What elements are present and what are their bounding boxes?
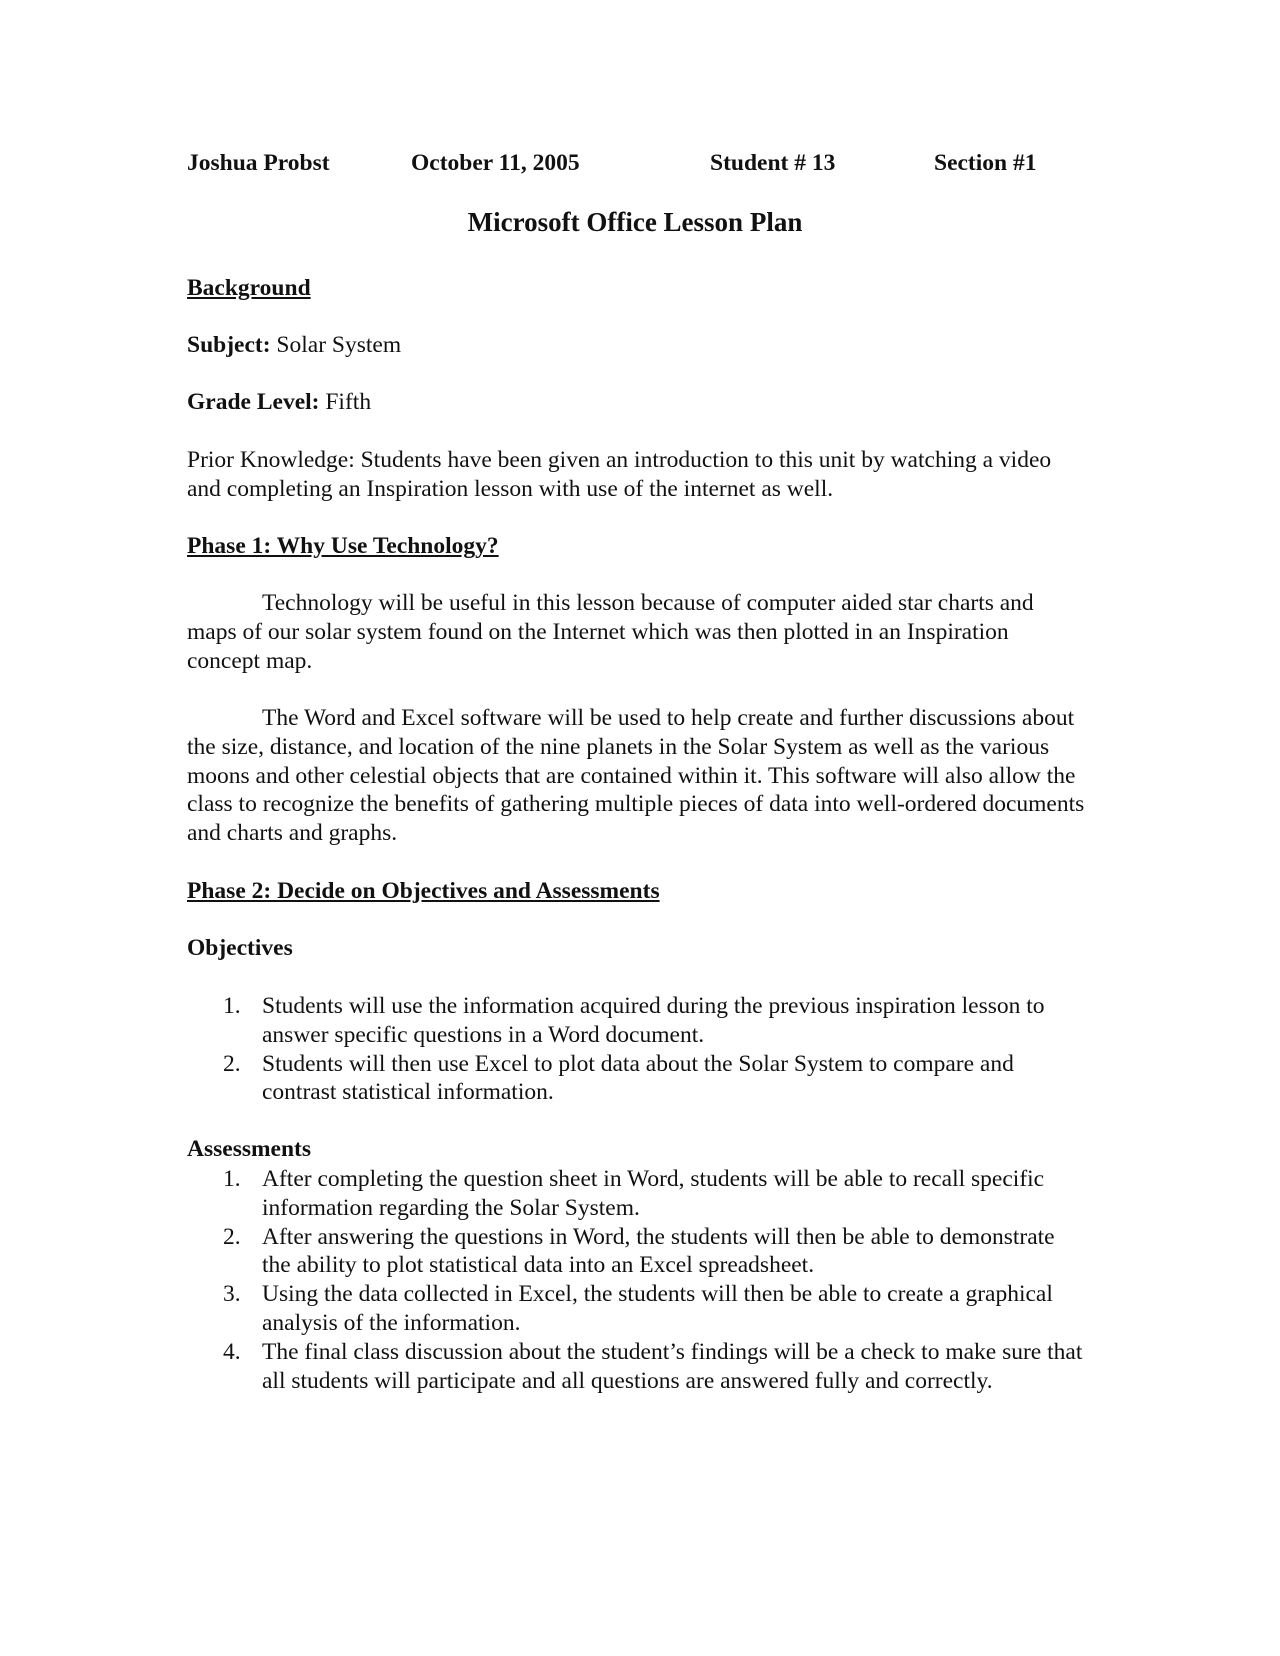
objective-item [187, 992, 1087, 1050]
assessment-text: Using the data collected in Excel, the students will then be able to create a graphical analysis of the information. [262, 1281, 1053, 1336]
assessment-item [187, 1280, 1087, 1338]
phase1-paragraph-1: Technology will be useful in this lesson because of computer aided star charts and maps of our solar system found on the Internet which was then plotted in an Inspiration concept map. [187, 590, 1034, 674]
objective-item [187, 1050, 1087, 1108]
objective-number: 1. [223, 993, 241, 1019]
assessment-item [187, 1223, 1087, 1281]
objectives-list [187, 992, 1087, 1107]
assessment-number: 4. [223, 1338, 241, 1365]
student-number: Student # 13 [710, 150, 836, 176]
assessment-text: The final class discussion about the student’s findings will be a check to make sure that all students will participate and all questions are answered fully and correctly. [262, 1338, 1083, 1394]
phase2-heading: Phase 2: Decide on Objectives and Assessments [187, 878, 660, 904]
objective-text: Students will use the information acquired during the previous inspiration lesson to answer specific questions in a Word document. [262, 993, 1045, 1048]
prior-knowledge-paragraph: Prior Knowledge: Students have been given an introduction to this unit by watching a video and completing an Inspiration lesson with use of the internet as well. [187, 447, 1052, 502]
subject-value: Solar System [270, 332, 402, 358]
assessments-list [187, 1165, 1087, 1395]
phase1-heading: Phase 1: Why Use Technology? [187, 533, 499, 559]
assessment-text: After answering the questions in Word, the students will then be able to demonstrate the ability to plot statistical data into an Excel spreadsheet. [262, 1223, 1055, 1279]
phase1-paragraph-2: The Word and Excel software will be used to help create and further discussions about the size, distance, and location of the nine planets in the Solar System as well as the various moons and other celestial objects that are contained within it. This software will also allow the class to recognize the benefits of gathering multiple pieces of data into well-ordered documents and charts and graphs. [187, 705, 1085, 847]
section-number: Section #1 [934, 150, 1037, 176]
grade-label: Grade Level: [187, 389, 320, 415]
document-title: Microsoft Office Lesson Plan [467, 207, 803, 237]
objective-number: 2. [223, 1050, 241, 1077]
grade-value: Fifth [319, 389, 372, 415]
background-heading: Background [187, 275, 311, 301]
objective-text: Students will then use Excel to plot data about the Solar System to compare and contrast statistical information. [262, 1050, 1014, 1106]
objectives-heading: Objectives [187, 935, 293, 961]
document-date: October 11, 2005 [411, 150, 580, 176]
assessment-text: After completing the question sheet in Word, students will be able to recall specific information regarding the Solar System. [262, 1166, 1045, 1221]
assessment-number: 3. [223, 1281, 241, 1308]
author-name: Joshua Probst [187, 150, 330, 176]
assessments-heading: Assessments [187, 1136, 312, 1162]
subject-line [187, 331, 401, 360]
assessment-item [187, 1338, 1087, 1396]
subject-label: Subject: [187, 332, 271, 358]
assessment-item [187, 1165, 1087, 1223]
assessment-number: 1. [223, 1166, 241, 1192]
assessment-number: 2. [223, 1223, 241, 1250]
grade-line [187, 388, 371, 417]
